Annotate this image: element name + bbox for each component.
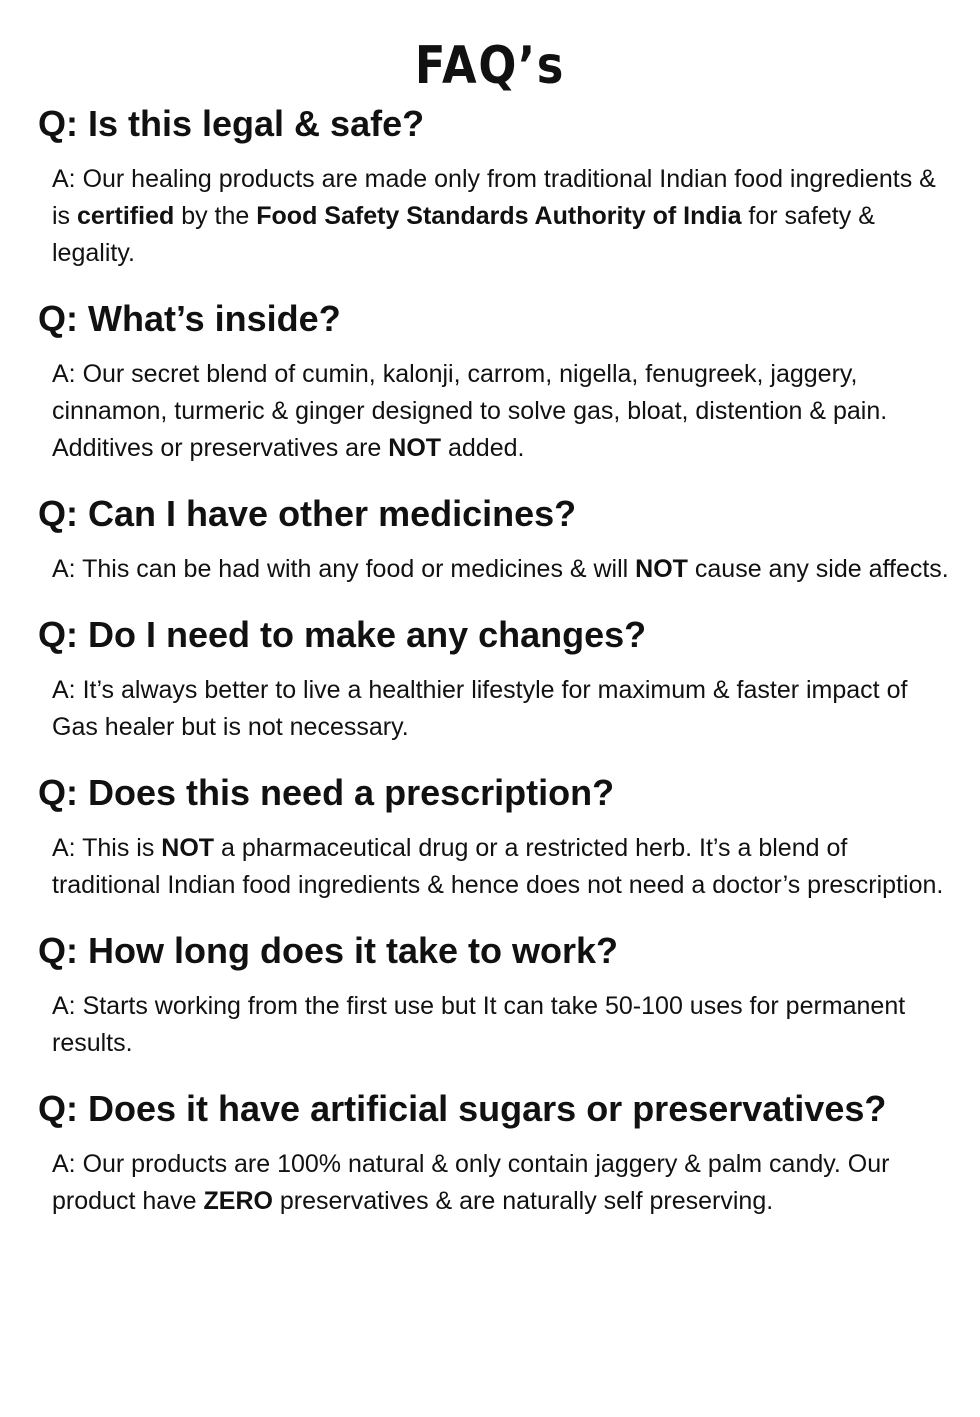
faq-question: Q: Do I need to make any changes? [38,614,647,655]
faq-question: Q: Is this legal & safe? [38,103,425,144]
faq-item-legal-safe [0,102,980,272]
answer-text: A: This is [52,834,162,862]
page-title: FAQ’s [414,36,566,96]
faq-answer [52,356,950,467]
answer-text: A: Starts working from the first use but It can take 50-100 uses for permanent results. [52,992,906,1057]
faq-item-artificial-sugars [0,1087,980,1220]
answer-emphasis: ZERO [203,1187,273,1215]
faq-answer [52,988,950,1062]
faq-question: Q: Does it have artificial sugars or preservatives? [38,1088,887,1129]
answer-emphasis: NOT [388,434,442,462]
faq-item-other-medicines [0,492,980,588]
answer-text: A: This can be had with any food or medicines & will [52,555,636,583]
answer-text: by the [174,202,257,230]
answer-text: for safety & legality. [52,202,875,267]
faq-answer [52,161,950,272]
answer-emphasis: NOT [635,555,688,583]
faq-item-changes [0,613,980,746]
answer-text: cause any side affects. [687,555,949,583]
answer-text: a pharmaceutical drug or a restricted herb. It’s a blend of traditional Indian food ingredients & hence does not need a doctor’s prescription. [52,834,944,899]
faq-question: Q: Can I have other medicines? [38,493,577,534]
answer-emphasis: certified [77,202,175,230]
answer-text: A: Our secret blend of cumin, kalonji, carrom, nigella, fenugreek, jaggery, cinnamon, turmeric & ginger designed to solve gas, bloat, distention & pain. Additives or preservatives are [52,360,888,462]
answer-emphasis: Food Safety Standards Authority of India [256,202,742,230]
faq-item-how-long [0,929,980,1062]
answer-text: A: Our products are 100% natural & only contain jaggery & palm candy. Our product have [52,1150,890,1215]
faq-answer [52,1146,950,1220]
faq-item-whats-inside [0,297,980,467]
faq-item-prescription [0,771,980,904]
faq-question: Q: What’s inside? [38,298,341,339]
answer-text: A: Our healing products are made only from traditional Indian food ingredients & is [52,165,936,230]
answer-text: preservatives & are naturally self preserving. [272,1187,774,1215]
faq-question: Q: Does this need a prescription? [38,772,615,813]
faq-question: Q: How long does it take to work? [38,930,619,971]
answer-text: added. [441,434,525,462]
faq-answer [52,551,950,588]
answer-emphasis: NOT [161,834,215,862]
answer-text: A: It’s always better to live a healthier lifestyle for maximum & faster impact of Gas healer but is not necessary. [52,676,908,741]
faq-answer [52,672,950,746]
faq-answer [52,830,950,904]
